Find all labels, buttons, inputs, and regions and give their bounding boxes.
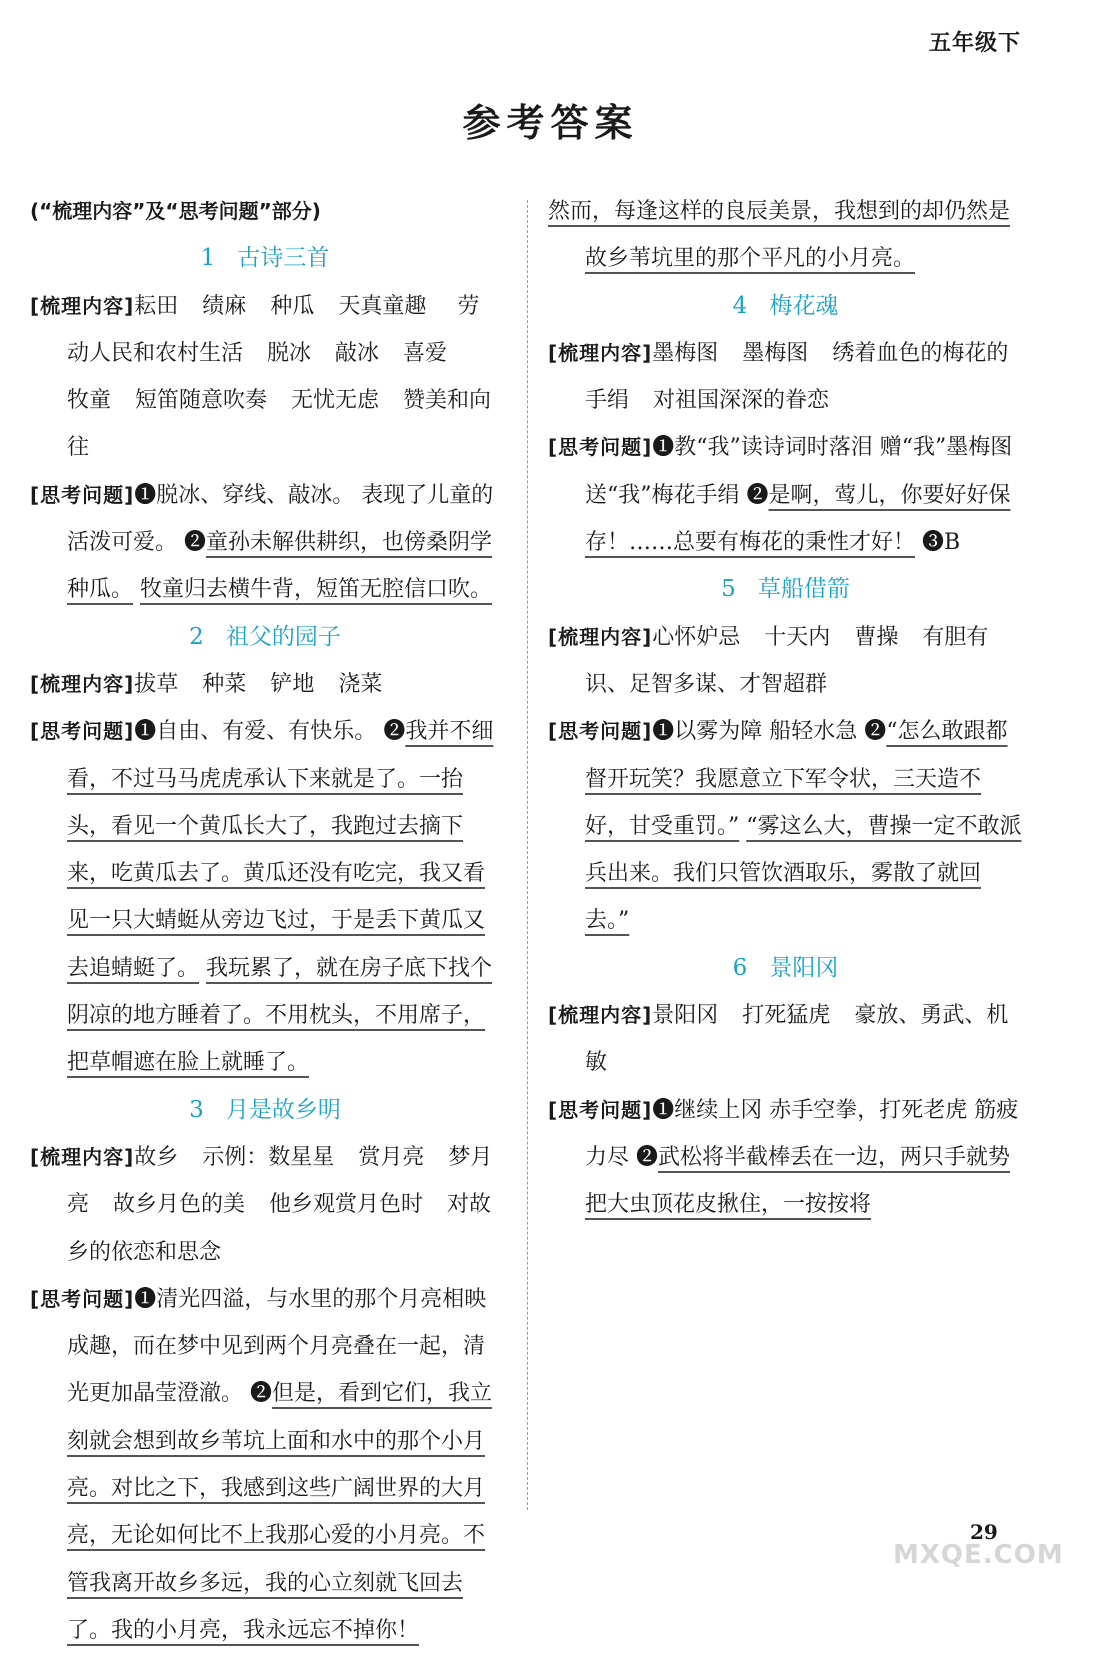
- think-question-1: [思考问题]❶脱冰、穿线、敲冰。 表现了儿童的活泼可爱。 ❷童孙未解供耕织，也傍桑阴学种瓜。 牧童归去横牛背，短笛无腔信口吹。: [30, 482, 494, 603]
- think-question-5: [思考问题]❶以雾为障 船轻水急 ❷“怎么敢跟都督开玩笑？我愿意立下军令状，三天造不好，甘受重罚。” “雾这么大，曹操一定不敢派兵出来。我们只管饮酒取乐，雾散了就回去。”: [548, 719, 1022, 934]
- sort-content-3: [梳理内容]故乡 示例：数星星 赏月亮 梦月亮 故乡月色的美 他乡观赏月色时 对故乡的依恋和思念: [30, 1144, 493, 1265]
- sort-content-2: [梳理内容]拔草 种菜 铲地 浇菜: [30, 671, 383, 697]
- sort-content-1: [梳理内容]耘田 绩麻 种瓜 天真童趣 劳动人民和农村生活 脱冰 敲冰 喜爱 牧童 短笛随意吹奏 无忧无虑 赞美和向往: [30, 293, 492, 461]
- think-question-3: [思考问题]❶清光四溢，与水里的那个月亮相映成趣，而在梦中见到两个月亮叠在一起，清光更加晶莹澄澈。 ❷但是，看到它们，我立刻就会想到故乡苇坑上面和水中的那个小月亮。对比之下，我感到这些广阔世界的大月亮，无论如何比不上我那心爱的小月亮。不管我离开故乡多远，我的心立刻就飞回去了。我的小月亮，我永远忘不掉你！: [30, 1286, 493, 1643]
- page-number: 29: [970, 1520, 998, 1544]
- right-column: [548, 188, 1023, 1229]
- intro-note: (“梳理内容”及“思考问题”部分): [30, 199, 321, 223]
- section-title-4: 4 梅花魂: [732, 292, 839, 319]
- section-title-3: 3 月是故乡明: [189, 1096, 341, 1123]
- sort-content-4: [梳理内容]墨梅图 墨梅图 绣着血色的梅花的手绢 对祖国深深的眷恋: [548, 340, 1009, 414]
- left-column: [30, 188, 500, 1654]
- section-title-6: 6 景阳冈: [732, 954, 839, 981]
- page-title: 参考答案: [462, 100, 639, 145]
- section-title-5: 5 草船借箭: [721, 576, 850, 603]
- think-question-2: [思考问题]❶自由、有爱、有快乐。 ❷我并不细看，不过马马虎虎承认下来就是了。一抬头，看见一个黄瓜长大了，我跑过去摘下来，吃黄瓜去了。黄瓜还没有吃完，我又看见一只大蜻蜓从旁边飞过，于是丢下黄瓜又去追蜻蜓了。 我玩累了，就在房子底下找个阴凉的地方睡着了。不用枕头，不用席子，把草帽遮在脸上就睡了。: [30, 719, 494, 1076]
- section-title-1: 1 古诗三首: [200, 245, 330, 272]
- sort-content-6: [梳理内容]景阳冈 打死猛虎 豪放、勇武、机敏: [548, 1003, 1009, 1076]
- think-question-6: [思考问题]❶继续上冈 赤手空拳，打死老虎 筋疲力尽 ❷武松将半截棒丢在一边，两只手就势把大虫顶花皮揪住，一按按将: [548, 1097, 1019, 1218]
- column-divider: [527, 200, 528, 1510]
- think-question-4: [思考问题]❶教“我”读诗词时落泪 赠“我”墨梅图 送“我”梅花手绢 ❷是啊，莺儿，你要好好保存！……总要有梅花的秉性才好！ ❸B: [548, 435, 1013, 556]
- watermark: MXQE.COM: [893, 1540, 1064, 1570]
- section-title-2: 2 祖父的园子: [189, 623, 341, 650]
- grade-label: 五年级下: [928, 31, 1021, 56]
- sort-content-5: [梳理内容]心怀妒忌 十天内 曹操 有胆有识、足智多谋、才智超群: [548, 624, 989, 697]
- think-question-3-continued: 然而，每逢这样的良辰美景，我想到的却仍然是故乡苇坑里的那个平凡的小月亮。: [548, 199, 1011, 272]
